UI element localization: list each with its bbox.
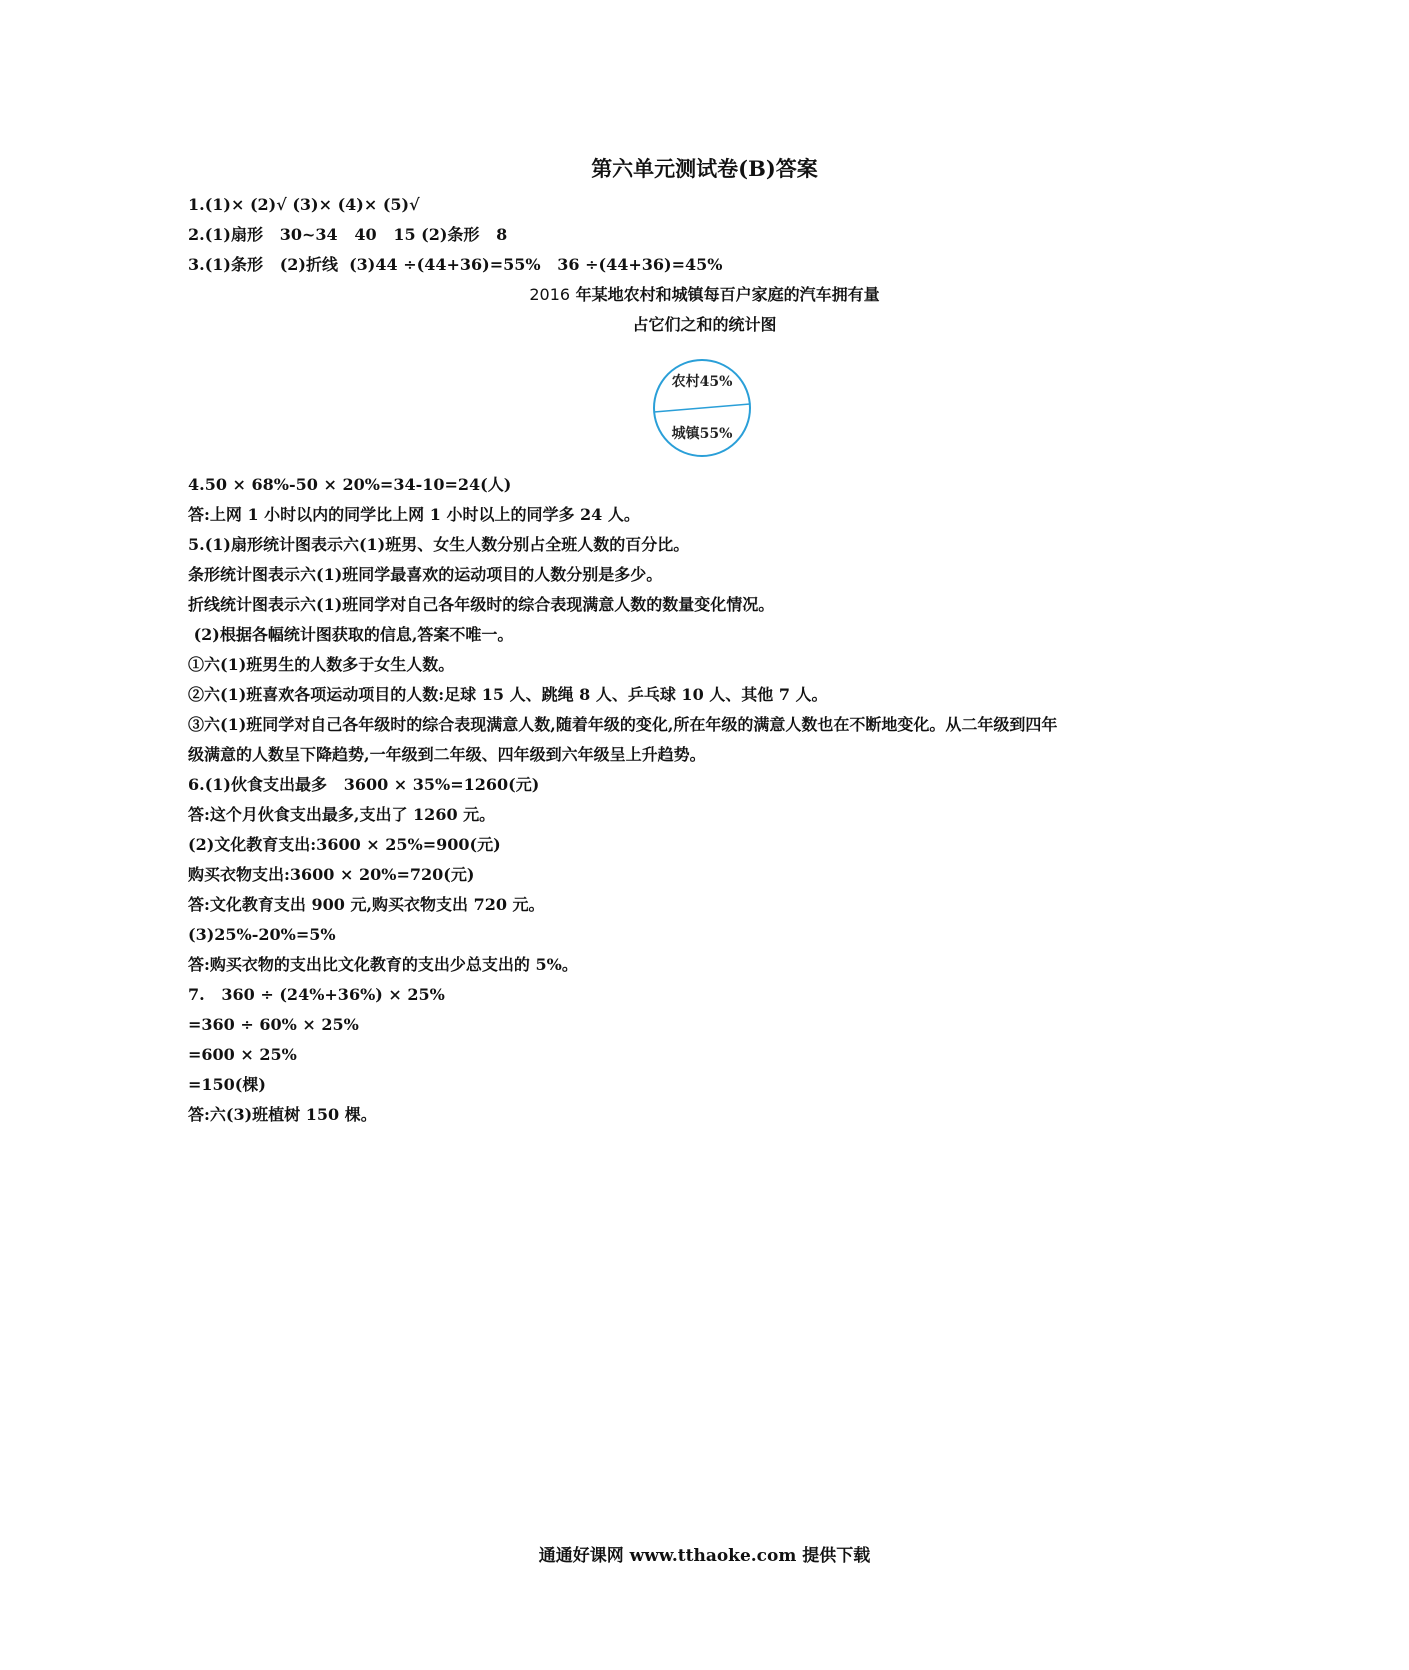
answers-top [188, 190, 1228, 280]
answer-line-16: (2)文化教育支出:3600 × 25%=900(元) [188, 835, 501, 854]
answer-line-11: ②六(1)班喜欢各项运动项目的人数:足球 15 人、跳绳 8 人、乒乓球 10 人、其他 7 人。 [188, 685, 828, 704]
answer-line-10: ①六(1)班男生的人数多于女生人数。 [188, 655, 455, 674]
answer-line-14: 6.(1)伙食支出最多 3600 × 35%=1260(元) [188, 775, 540, 794]
pie-slice-label-rural: 农村45% [671, 374, 733, 390]
answer-line-17: 购买衣物支出:3600 × 20%=720(元) [188, 865, 475, 884]
answer-line-7: 条形统计图表示六(1)班同学最喜欢的运动项目的人数分别是多少。 [188, 565, 663, 584]
chart-title-rest: 年某地农村和城镇每百户家庭的汽车拥有量 [570, 285, 880, 304]
answer-line-13: 级满意的人数呈下降趋势,一年级到二年级、四年级到六年级呈上升趋势。 [188, 745, 706, 764]
answer-line-21: 7. 360 ÷ (24%+36%) × 25% [188, 985, 445, 1004]
answer-line-25: 答:六(3)班植树 150 棵。 [188, 1105, 377, 1124]
answer-line-19: (3)25%-20%=5% [188, 925, 336, 944]
footer-download-note: 通通好课网 www.tthaoke.com 提供下载 [538, 1546, 871, 1566]
chart-title-line-2: 占它们之和的统计图 [632, 315, 777, 334]
pie-slice-label-urban: 城镇55% [671, 426, 733, 442]
answer-line-22: =360 ÷ 60% × 25% [188, 1015, 359, 1034]
chart-title-year: 2016 [529, 285, 571, 304]
answer-line-8: 折线统计图表示六(1)班同学对自己各年级时的综合表现满意人数的数量变化情况。 [188, 595, 775, 614]
answer-line-24: =150(棵) [188, 1075, 266, 1094]
answer-line-15: 答:这个月伙食支出最多,支出了 1260 元。 [188, 805, 496, 824]
answer-line-18: 答:文化教育支出 900 元,购买衣物支出 720 元。 [188, 895, 545, 914]
chart-title-line-1 [0, 280, 1409, 310]
answer-line-20: 答:购买衣物的支出比文化教育的支出少总支出的 5%。 [188, 955, 578, 974]
answer-line-5: 答:上网 1 小时以内的同学比上网 1 小时以上的同学多 24 人。 [188, 505, 640, 524]
answers-bottom [188, 470, 1228, 1130]
answer-line-2: 2.(1)扇形 30~34 40 15 (2)条形 8 [188, 225, 508, 244]
pie-chart [650, 356, 754, 460]
answer-line-12: ③六(1)班同学对自己各年级时的综合表现满意人数,随着年级的变化,所在年级的满意人数也在不断地变化。从二年级到四年 [188, 715, 1058, 734]
answer-line-1: 1.(1)× (2)√ (3)× (4)× (5)√ [188, 195, 420, 214]
pie-divider [654, 404, 750, 412]
answer-line-23: =600 × 25% [188, 1045, 297, 1064]
page-title: 第六单元测试卷(B)答案 [591, 156, 818, 181]
answer-line-6: 5.(1)扇形统计图表示六(1)班男、女生人数分别占全班人数的百分比。 [188, 535, 690, 554]
answer-line-4: 4.50 × 68%-50 × 20%=34-10=24(人) [188, 475, 512, 494]
answer-line-9: (2)根据各幅统计图获取的信息,答案不唯一。 [188, 625, 514, 644]
answer-line-3: 3.(1)条形 (2)折线 (3)44 ÷(44+36)=55% 36 ÷(44+36)=45% [188, 255, 723, 274]
